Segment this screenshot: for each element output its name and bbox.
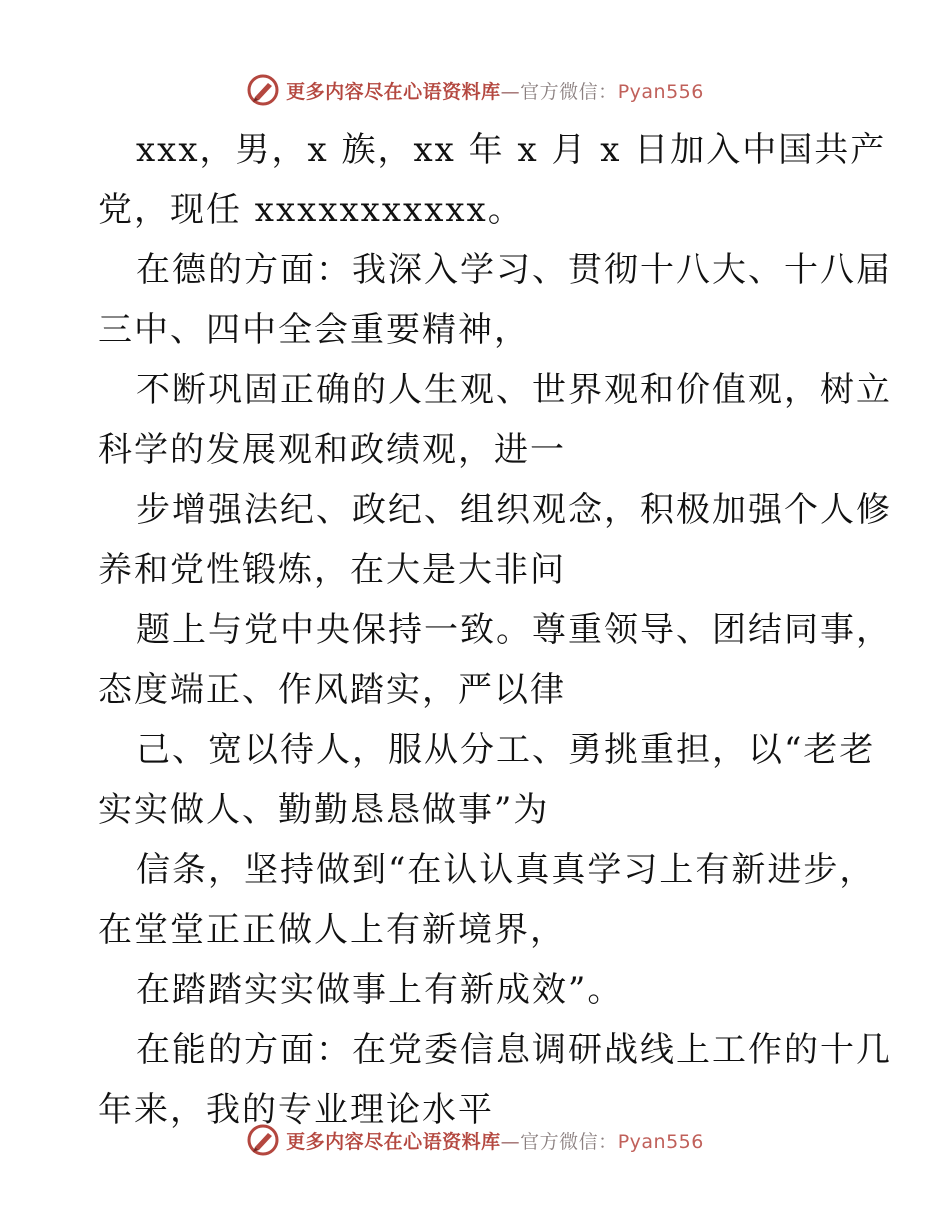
banner-wechat-id: Pyan556 [617,1130,704,1153]
text-line: 养和党性锻炼，在大是大非问 [98,550,566,590]
document-body [98,120,892,1140]
text-line: 己、宽以待人，服从分工、勇挑重担，以“老老 [136,730,876,770]
text-line: 在堂堂正正做人上有新境界， [98,910,566,950]
text-line: 三中、四中全会重要精神， [98,310,530,350]
banner-wechat-label: 官方微信： [520,80,618,103]
header-banner [0,70,950,110]
text-line: 信条，坚持做到“在认认真真学习上有新进步， [136,850,876,890]
text-line: 题上与党中央保持一致。尊重领导、团结同事， [136,610,892,650]
banner-text [286,1127,704,1154]
text-line: 在能的方面：在党委信息调研战线上工作的十几 [136,1030,892,1070]
text-line: 不断巩固正确的人生观、世界观和价值观，树立 [136,370,892,410]
banner-dash: — [500,80,521,103]
banner-dash: — [500,1130,521,1153]
pen-logo-icon [246,1123,280,1157]
text-line: 党，现任 xxxxxxxxxxx。 [98,190,524,230]
text-line: xxx，男，x 族，xx 年 x 月 x 日加入中国共产 [136,130,887,170]
text-line: 在德的方面：我深入学习、贯彻十八大、十八届 [136,250,892,290]
banner-main-text: 更多内容尽在心语资料库 [286,80,501,103]
text-line: 在踏踏实实做事上有新成效”。 [136,970,624,1010]
pen-logo-icon [246,73,280,107]
text-line: 步增强法纪、政纪、组织观念，积极加强个人修 [136,490,892,530]
banner-wechat-label: 官方微信： [520,1130,618,1153]
text-line: 态度端正、作风踏实，严以律 [98,670,566,710]
banner-text [286,77,704,104]
footer-banner [0,1120,950,1160]
banner-main-text: 更多内容尽在心语资料库 [286,1130,501,1153]
text-line: 年来，我的专业理论水平 [98,1090,494,1130]
text-line: 实实做人、勤勤恳恳做事”为 [98,790,550,830]
text-line: 科学的发展观和政绩观，进一 [98,430,566,470]
banner-wechat-id: Pyan556 [617,80,704,103]
